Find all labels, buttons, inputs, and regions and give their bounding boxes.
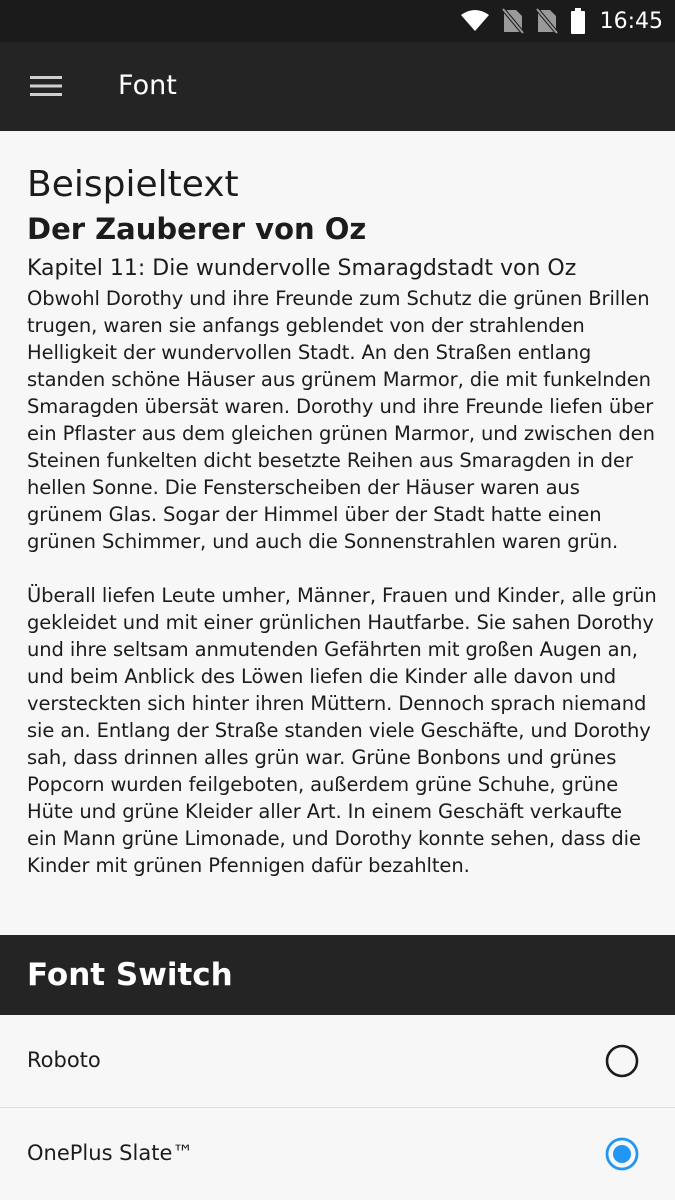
status-time: 16:45	[599, 8, 663, 34]
battery-icon	[570, 8, 586, 34]
font-preview[interactable]	[0, 131, 675, 935]
no-sim-icon	[502, 8, 524, 34]
sample-paragraph-1: Obwohl Dorothy und ihre Freunde zum Schutz die grünen Brillen trugen, waren sie anfangs geblendet von der strahlenden Helligkeit der wundervollen Stadt. An den Straßen entlang standen schöne Häuser aus grünem Marmor, die mit funkelnden Smaragden übersät waren. Dorothy und ihre Freunde liefen über ein Pflaster aus dem gleichen grünen Marmor, und zwischen den Steinen funkelten dicht besetzte Reihen aus Smaragden in der hellen Sonne. Die Fensterscheiben der Häuser waren aus grünem Glas. Sogar der Himmel über der Stadt hatte einen grünen Schimmer, und auch die Sonnenstrahlen waren grün.	[27, 287, 655, 553]
sample-heading: Beispieltext	[27, 164, 239, 205]
book-title: Der Zauberer von Oz	[27, 212, 367, 246]
chapter-title: Kapitel 11: Die wundervolle Smaragdstadt von Oz	[27, 256, 577, 281]
hamburger-menu-button[interactable]	[18, 60, 74, 112]
sample-paragraph-2: Überall liefen Leute umher, Männer, Frauen und Kinder, alle grün gekleidet und mit einer grünlichen Hautfarbe. Sie sahen Dorothy und ihre seltsam anmutenden Gefährten mit großen Augen an, und beim Anblick des Löwen liefen die Kinder alle davon und versteckten sich hinter ihren Müttern. Dennoch sprach niemand sie an. Entlang der Straße standen viele Geschäfte, und Dorothy sah, dass drinnen alles grün war. Grüne Bonbons und grünes Popcorn wurden feilgeboten, außerdem grüne Schuhe, grüne Hüte und grüne Kleider aller Art. In einem Geschäft verkaufte ein Mann grüne Limonade, und Dorothy konnte sehen, dass die Kinder mit grünen Pfennigen dafür bezahlten.	[27, 584, 657, 877]
page-title: Font	[118, 70, 177, 101]
radio-checked-icon[interactable]	[605, 1137, 639, 1171]
radio-unchecked-icon[interactable]	[605, 1044, 639, 1078]
status-icons	[448, 0, 663, 42]
font-preview-content	[27, 163, 657, 879]
hamburger-menu-icon	[30, 75, 62, 97]
font-switch-header	[0, 935, 675, 1015]
wifi-icon	[460, 9, 490, 33]
font-option-label: OnePlus Slate™	[27, 1141, 194, 1165]
font-option-oneplus-slate[interactable]	[0, 1108, 675, 1200]
font-option-label: Roboto	[27, 1048, 101, 1072]
app-bar	[0, 42, 675, 131]
status-bar	[0, 0, 675, 42]
font-option-roboto[interactable]	[0, 1015, 675, 1108]
no-sim-icon	[536, 8, 558, 34]
font-switch-title: Font Switch	[27, 957, 233, 993]
